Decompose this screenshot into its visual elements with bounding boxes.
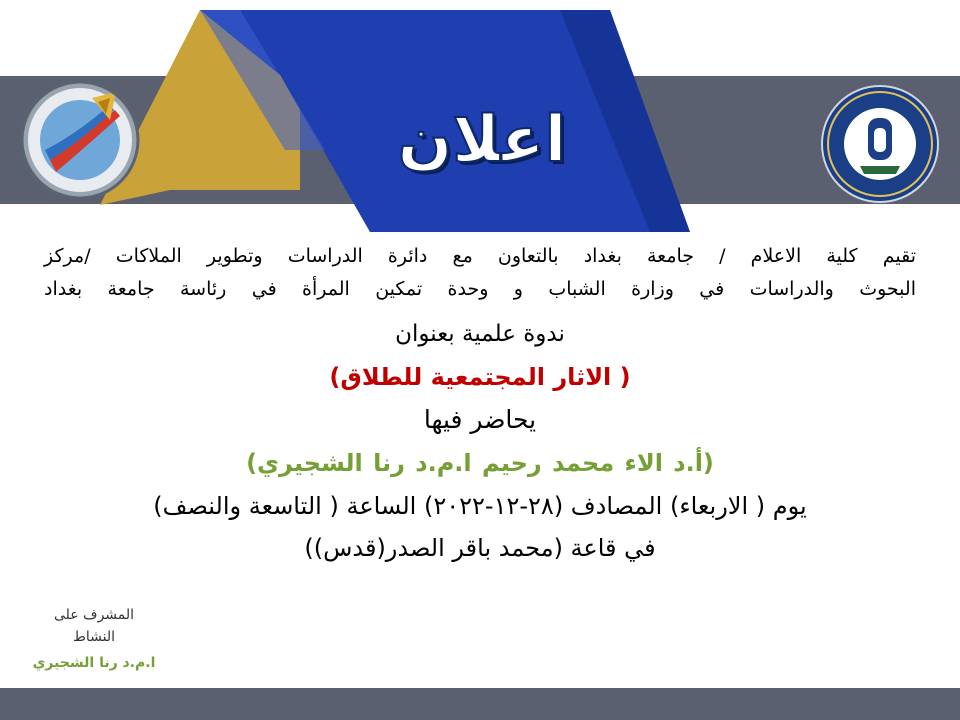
university-of-baghdad-seal — [820, 84, 940, 204]
supervisor-name: ا.م.د رنا الشجيري — [32, 655, 156, 671]
event-venue: في قاعة (محمد باقر الصدر(قدس)) — [304, 534, 656, 562]
announcement-title: اعلان — [397, 103, 567, 177]
college-of-media-logo — [20, 80, 140, 200]
lecturer-names: (أ.د الاء محمد رحيم ا.م.د رنا الشجيري) — [246, 449, 714, 477]
lecturers-label: يحاضر فيها — [423, 405, 537, 434]
event-date-time: يوم ( الاربعاء) المصادف (٢٨-١٢-٢٠٢٢) الساعة ( التاسعة والنصف) — [153, 492, 807, 520]
symposium-label: ندوة علمية بعنوان — [395, 321, 565, 347]
intro-line-1: تقيم كلية الاعلام / جامعة بغداد بالتعاون مع دائرة الدراسات وتطوير الملاكات /مركز — [44, 245, 916, 267]
activity-supervisor — [14, 604, 174, 678]
intro-line-2: البحوث والدراسات في وزارة الشباب و وحدة تمكين المرأة في رئاسة جامعة بغداد — [44, 278, 916, 300]
announcement-body — [40, 240, 920, 568]
supervisor-label-2: النشاط — [72, 629, 116, 645]
symposium-title: ( الاثار المجتمعية للطلاق) — [329, 363, 631, 391]
supervisor-label-1: المشرف على — [53, 607, 135, 623]
footer-bar — [0, 688, 960, 720]
